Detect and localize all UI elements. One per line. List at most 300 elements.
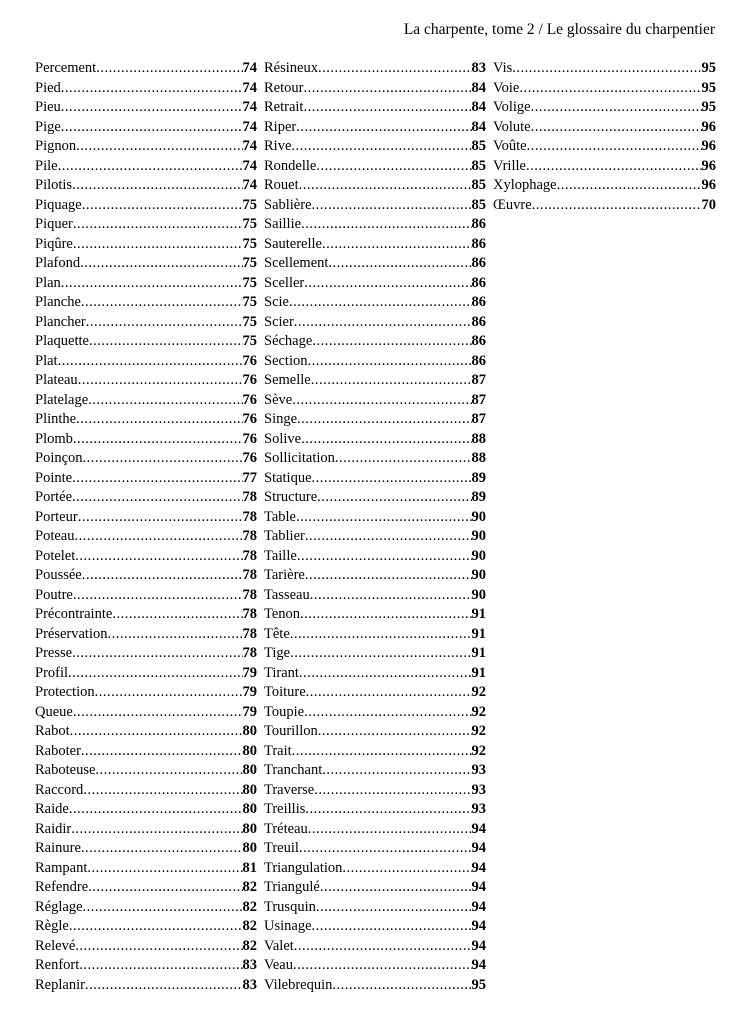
index-page-number: 89 (471, 489, 486, 505)
index-term: Section (264, 352, 308, 369)
index-entry (264, 98, 486, 118)
dot-leader (81, 839, 243, 859)
index-term: Valet (264, 937, 294, 954)
dot-leader (311, 371, 472, 391)
index-page-number: 94 (471, 879, 486, 895)
index-term: Poussée (35, 567, 82, 583)
index-term: Relevé (35, 937, 76, 954)
index-term: Volige (493, 99, 531, 115)
index-page-number: 80 (242, 840, 257, 856)
index-entry (493, 157, 716, 177)
index-entry (35, 586, 257, 606)
dot-leader (301, 430, 471, 450)
index-term: Semelle (264, 372, 311, 388)
index-page-number: 85 (471, 157, 486, 174)
index-page-number: 89 (471, 469, 486, 486)
dot-leader (314, 781, 471, 801)
index-term: Potelet (35, 547, 76, 564)
index-page-number: 80 (242, 723, 257, 739)
index-page-number: 86 (471, 274, 486, 291)
index-page-number: 74 (242, 99, 257, 115)
index-term: Rainure (35, 840, 81, 856)
dot-leader (519, 79, 701, 99)
dot-leader (69, 917, 243, 937)
index-entry (264, 118, 486, 138)
index-page-number: 86 (471, 333, 486, 349)
index-page-number: 87 (471, 411, 486, 427)
index-term: Planche (35, 294, 81, 310)
index-term: Queue (35, 703, 73, 720)
dot-leader (526, 157, 702, 177)
index-page-number: 91 (471, 664, 486, 681)
dot-leader (312, 917, 472, 937)
dot-leader (73, 586, 243, 606)
index-page-number: 90 (471, 586, 486, 603)
index-page-number: 70 (701, 196, 716, 213)
index-entry (35, 118, 257, 138)
dot-leader (58, 352, 243, 372)
index-term: Usinage (264, 918, 312, 934)
index-page-number: 82 (242, 918, 257, 934)
dot-leader (318, 722, 472, 742)
dot-leader (87, 859, 242, 879)
index-page-number: 74 (242, 157, 257, 174)
index-entry (493, 118, 716, 138)
index-entry (264, 625, 486, 645)
index-entry (35, 839, 257, 859)
dot-leader (318, 59, 472, 79)
index-page-number: 90 (471, 547, 486, 564)
dot-leader (83, 898, 243, 918)
index-term: Tasseau (264, 586, 310, 603)
index-entry (35, 176, 257, 196)
dot-leader (73, 430, 243, 450)
index-page-number: 78 (242, 528, 257, 544)
dot-leader (72, 469, 242, 489)
dot-leader (308, 820, 472, 840)
index-page-number: 75 (242, 274, 257, 291)
dot-leader (303, 98, 471, 118)
index-entry (35, 332, 257, 352)
index-entry (35, 859, 257, 879)
index-page-number: 94 (471, 937, 486, 954)
index-entry (264, 313, 486, 333)
index-term: Treuil (264, 840, 299, 856)
dot-leader (335, 449, 472, 469)
index-term: Plinthe (35, 411, 77, 427)
index-page-number: 78 (242, 606, 257, 622)
index-entry (35, 547, 257, 567)
index-term: Scie (264, 294, 289, 310)
index-entry (264, 254, 486, 274)
index-page-number: 85 (471, 196, 486, 213)
dot-leader (527, 137, 702, 157)
dot-leader (289, 293, 472, 313)
index-term: Tarière (264, 567, 305, 583)
dot-leader (304, 703, 471, 723)
index-page-number: 78 (242, 547, 257, 564)
dot-leader (72, 644, 242, 664)
index-entry (264, 937, 486, 957)
index-page-number: 90 (471, 528, 486, 544)
index-entry (264, 527, 486, 547)
index-entry (264, 742, 486, 762)
index-page-number: 80 (242, 762, 257, 778)
index-term: Triangulé (264, 879, 320, 895)
index-entry (35, 371, 257, 391)
index-term: Raide (35, 801, 69, 817)
index-term: Plan (35, 274, 61, 291)
dot-leader (70, 722, 243, 742)
index-term: Pied (35, 79, 61, 96)
glossary-index (35, 59, 716, 999)
dot-leader (306, 683, 472, 703)
index-term: Plat (35, 352, 58, 369)
index-entry (35, 722, 257, 742)
index-page-number: 78 (242, 586, 257, 603)
page-header: La charpente, tome 2 / Le glossaire du charpentier (403, 21, 715, 38)
index-page-number: 84 (471, 118, 486, 135)
index-term: Portée (35, 489, 73, 505)
index-page-number: 96 (701, 138, 716, 154)
index-term: Tranchant (264, 762, 323, 778)
index-term: Réglage (35, 898, 83, 915)
index-term: Piquer (35, 216, 73, 232)
index-page-number: 78 (242, 625, 257, 642)
dot-leader (297, 547, 472, 567)
index-page-number: 83 (242, 957, 257, 973)
index-entry (264, 371, 486, 391)
index-entry (264, 878, 486, 898)
index-term: Riper (264, 118, 297, 135)
dot-leader (88, 878, 242, 898)
dot-leader (82, 196, 243, 216)
index-entry (264, 235, 486, 255)
index-entry (264, 449, 486, 469)
index-entry (35, 878, 257, 898)
dot-leader (296, 508, 472, 528)
index-entry (35, 976, 257, 996)
index-term: Piqûre (35, 235, 73, 252)
dot-leader (300, 605, 471, 625)
dot-leader (290, 644, 471, 664)
index-term: Plateau (35, 372, 78, 388)
dot-leader (75, 547, 242, 567)
index-term: Tirant (264, 664, 299, 681)
index-page-number: 78 (242, 508, 257, 525)
index-page-number: 95 (701, 60, 716, 76)
index-page-number: 79 (242, 684, 257, 700)
index-column-3 (493, 59, 716, 215)
index-term: Voie (493, 79, 520, 96)
index-term: Rampant (35, 859, 88, 876)
index-term: Poutre (35, 586, 73, 603)
dot-leader (72, 176, 242, 196)
index-entry (35, 469, 257, 489)
index-entry (35, 742, 257, 762)
index-entry (35, 293, 257, 313)
index-entry (35, 235, 257, 255)
dot-leader (291, 137, 471, 157)
index-entry (35, 352, 257, 372)
index-term: Replanir (35, 976, 85, 993)
index-entry (35, 274, 257, 294)
index-term: Vilebrequin (264, 976, 333, 993)
index-entry (35, 937, 257, 957)
index-page-number: 94 (471, 840, 486, 856)
index-entry (493, 79, 716, 99)
index-term: Sève (264, 391, 293, 408)
index-entry (35, 59, 257, 79)
dot-leader (107, 625, 242, 645)
index-term: Piquage (35, 196, 82, 213)
index-page-number: 82 (242, 879, 257, 895)
index-term: Rouet (264, 177, 299, 193)
index-entry (35, 625, 257, 645)
dot-leader (58, 157, 243, 177)
dot-leader (82, 566, 243, 586)
dot-leader (81, 742, 243, 762)
dot-leader (83, 781, 242, 801)
index-entry (35, 820, 257, 840)
index-entry (264, 917, 486, 937)
dot-leader (75, 937, 242, 957)
dot-leader (72, 488, 242, 508)
index-page-number: 75 (242, 216, 257, 232)
index-entry (264, 898, 486, 918)
dot-leader (305, 800, 471, 820)
index-entry (264, 566, 486, 586)
index-page-number: 91 (471, 625, 486, 642)
dot-leader (305, 527, 472, 547)
index-term: Pilotis (35, 177, 73, 193)
index-entry (35, 410, 257, 430)
index-page-number: 76 (242, 450, 257, 466)
index-term: Tablier (264, 528, 305, 544)
index-term: Préservation (35, 625, 108, 642)
dot-leader (61, 79, 243, 99)
index-entry (35, 391, 257, 411)
index-page-number: 76 (242, 391, 257, 408)
index-page-number: 82 (242, 898, 257, 915)
dot-leader (316, 898, 472, 918)
dot-leader (73, 215, 243, 235)
index-entry (264, 59, 486, 79)
index-term: Sollicitation (264, 450, 335, 466)
dot-leader (322, 761, 471, 781)
dot-leader (88, 391, 242, 411)
index-page-number: 74 (242, 138, 257, 154)
index-entry (264, 976, 486, 996)
index-entry (493, 137, 716, 157)
index-term: Rive (264, 138, 292, 154)
index-page-number: 96 (701, 118, 716, 135)
index-entry (264, 215, 486, 235)
dot-leader (86, 313, 243, 333)
index-term: Voûte (493, 138, 527, 154)
index-term: Xylophage (493, 177, 557, 193)
index-term: Sceller (264, 274, 305, 291)
dot-leader (290, 625, 472, 645)
dot-leader (78, 508, 243, 528)
index-term: Traverse (264, 781, 315, 798)
dot-leader (296, 118, 471, 138)
index-page-number: 76 (242, 372, 257, 388)
dot-leader (299, 176, 472, 196)
index-page-number: 78 (242, 645, 257, 661)
dot-leader (531, 118, 702, 138)
index-term: Pile (35, 157, 58, 174)
index-page-number: 94 (471, 859, 486, 876)
index-entry (493, 176, 716, 196)
dot-leader (293, 956, 472, 976)
index-page-number: 95 (701, 99, 716, 115)
index-page-number: 94 (471, 820, 486, 837)
index-term: Toiture (264, 684, 306, 700)
dot-leader (301, 215, 471, 235)
index-term: Sauterelle (264, 235, 322, 252)
index-term: Tréteau (264, 820, 308, 837)
index-entry (264, 781, 486, 801)
index-entry (35, 644, 257, 664)
index-term: Pignon (35, 138, 77, 154)
dot-leader (322, 235, 472, 255)
index-page-number: 93 (471, 781, 486, 798)
index-entry (35, 956, 257, 976)
index-term: Pige (35, 118, 61, 135)
index-term: Platelage (35, 391, 89, 408)
index-entry (264, 430, 486, 450)
index-entry (264, 137, 486, 157)
index-page-number: 94 (471, 898, 486, 915)
dot-leader (303, 79, 471, 99)
dot-leader (557, 176, 702, 196)
dot-leader (310, 586, 472, 606)
index-entry (264, 703, 486, 723)
dot-leader (76, 410, 242, 430)
index-entry (35, 605, 257, 625)
index-page-number: 79 (242, 703, 257, 720)
index-page-number: 86 (471, 352, 486, 369)
dot-leader (332, 976, 471, 996)
index-page-number: 91 (471, 606, 486, 622)
index-term: Volute (493, 118, 531, 135)
dot-leader (61, 98, 243, 118)
index-entry (264, 332, 486, 352)
index-term: Précontrainte (35, 606, 113, 622)
index-term: Tige (264, 645, 291, 661)
dot-leader (512, 59, 701, 79)
index-page-number: 90 (471, 508, 486, 525)
dot-leader (69, 800, 243, 820)
index-page-number: 74 (242, 60, 257, 76)
index-entry (35, 157, 257, 177)
dot-leader (73, 235, 243, 255)
index-term: Tenon (264, 606, 301, 622)
dot-leader (112, 605, 242, 625)
index-page-number: 87 (471, 372, 486, 388)
index-page-number: 80 (242, 742, 257, 759)
index-entry (264, 859, 486, 879)
index-page-number: 76 (242, 411, 257, 427)
index-page-number: 75 (242, 294, 257, 310)
index-term: Solive (264, 430, 302, 447)
index-entry (264, 644, 486, 664)
dot-leader (68, 664, 242, 684)
dot-leader (328, 254, 471, 274)
index-entry (264, 274, 486, 294)
index-entry (35, 254, 257, 274)
index-page-number: 75 (242, 235, 257, 252)
index-entry (35, 196, 257, 216)
dot-leader (294, 937, 472, 957)
index-entry (264, 839, 486, 859)
dot-leader (304, 274, 471, 294)
index-term: Toupie (264, 703, 305, 720)
index-term: Tourillon (264, 723, 318, 739)
index-entry (264, 956, 486, 976)
index-entry (35, 703, 257, 723)
index-term: Triangulation (264, 859, 343, 876)
index-entry (35, 215, 257, 235)
index-page-number: 93 (471, 801, 486, 817)
index-term: Rabot (35, 723, 70, 739)
index-entry (35, 664, 257, 684)
index-term: Poteau (35, 528, 75, 544)
dot-leader (292, 391, 471, 411)
index-term: Vrille (493, 157, 526, 174)
dot-leader (95, 683, 243, 703)
index-page-number: 92 (471, 703, 486, 720)
index-page-number: 80 (242, 820, 257, 837)
index-column-1 (35, 59, 257, 995)
index-term: Table (264, 508, 296, 525)
dot-leader (61, 118, 243, 138)
dot-leader (96, 59, 242, 79)
dot-leader (74, 527, 242, 547)
dot-leader (531, 98, 702, 118)
index-page-number: 78 (242, 489, 257, 505)
dot-leader (297, 410, 471, 430)
index-term: Scellement (264, 255, 329, 271)
dot-leader (312, 469, 472, 489)
dot-leader (317, 488, 471, 508)
index-term: Règle (35, 918, 69, 934)
index-entry (264, 410, 486, 430)
dot-leader (73, 703, 243, 723)
index-entry (35, 781, 257, 801)
index-term: Retour (264, 79, 304, 96)
index-page-number: 86 (471, 216, 486, 232)
index-page-number: 96 (701, 177, 716, 193)
index-term: Renfort (35, 957, 80, 973)
index-entry (264, 176, 486, 196)
index-entry (35, 430, 257, 450)
index-page-number: 87 (471, 391, 486, 408)
index-term: Rondelle (264, 157, 317, 174)
index-term: Vis (493, 60, 513, 76)
index-entry (35, 488, 257, 508)
dot-leader (532, 196, 702, 216)
index-term: Veau (264, 957, 293, 973)
index-page-number: 75 (242, 255, 257, 271)
dot-leader (299, 839, 472, 859)
index-page-number: 80 (242, 801, 257, 817)
index-page-number: 75 (242, 196, 257, 213)
index-term: Plancher (35, 313, 86, 330)
index-page-number: 93 (471, 762, 486, 778)
index-page-number: 96 (701, 157, 716, 174)
